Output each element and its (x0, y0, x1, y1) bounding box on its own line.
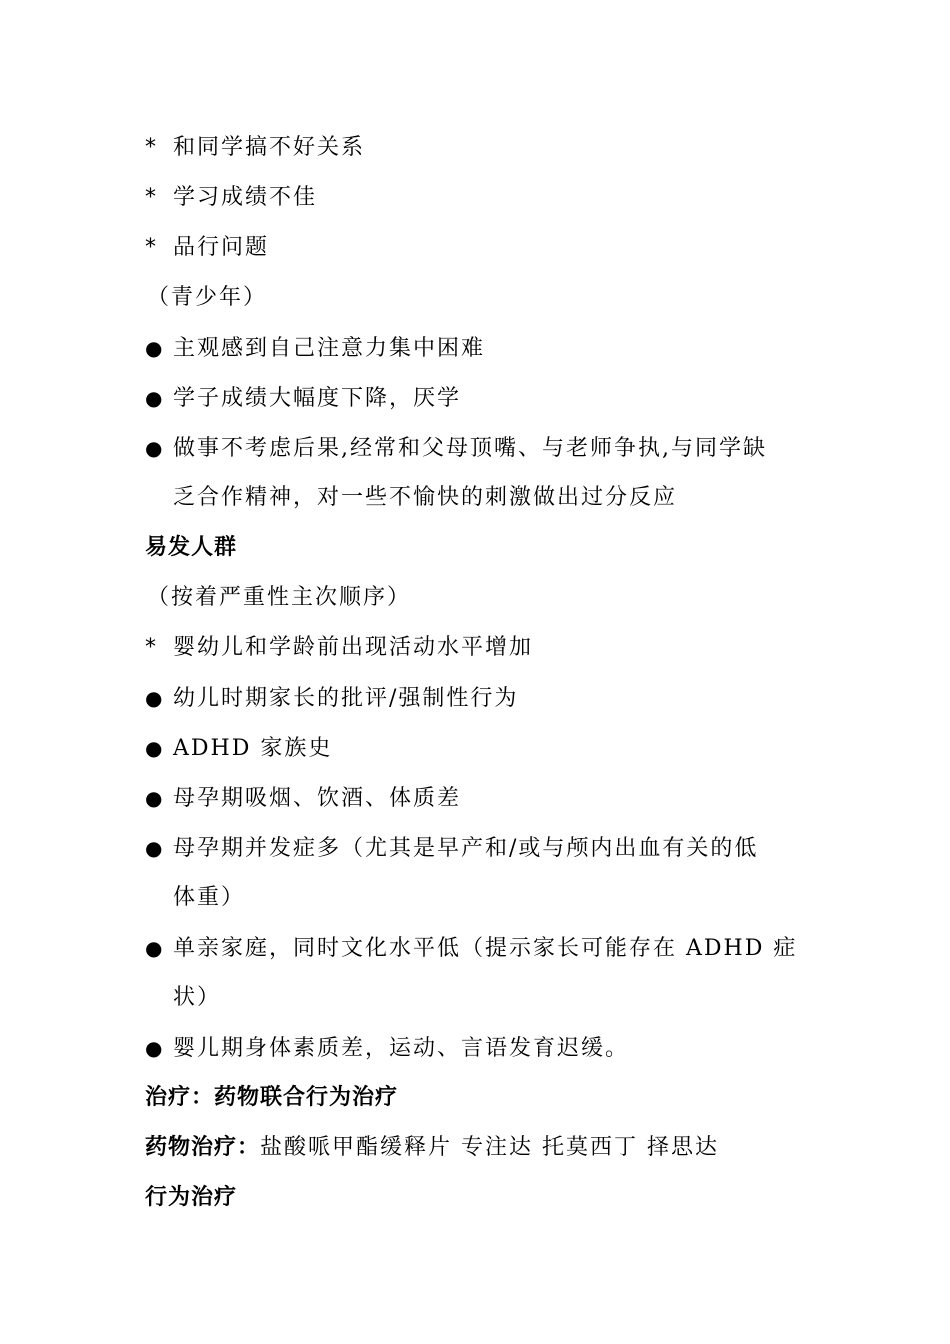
list-item-text: 婴儿期身体素质差，运动、言语发育迟缓。 (173, 1036, 630, 1061)
dot-bullet: ● (145, 1036, 165, 1060)
list-item (145, 723, 813, 773)
list-item (145, 373, 813, 423)
list-item (145, 673, 813, 723)
list-item-continuation: 状） (173, 985, 222, 1010)
list-item-text: 婴幼儿和学龄前出现活动水平增加 (173, 635, 534, 660)
subgroup-label: （青少年） (147, 285, 268, 310)
dot-bullet: ● (145, 336, 165, 360)
list-item-continuation: 乏合作精神，对一些不愉快的刺激做出过分反应 (173, 485, 678, 510)
list-item-text: 幼儿时期家长的批评/强制性行为 (173, 686, 519, 711)
list-item (145, 423, 813, 473)
list-item (145, 923, 813, 973)
dot-bullet: ● (145, 786, 165, 810)
dot-bullet: ● (145, 736, 165, 760)
list-item (145, 123, 813, 173)
dot-bullet: ● (145, 836, 165, 860)
list-item (145, 623, 813, 673)
section-heading: 易发人群 (145, 535, 238, 560)
list-item-text: 单亲家庭，同时文化水平低（提示家长可能存在 ADHD 症 (173, 936, 798, 961)
list-item-continuation: 体重） (173, 885, 246, 910)
list-item-text: ADHD 家族史 (173, 736, 333, 761)
list-item (145, 323, 813, 373)
list-item (145, 773, 813, 823)
subgroup-label: （按着严重性主次顺序） (147, 585, 412, 610)
asterisk-bullet: * (145, 235, 158, 260)
list-item (145, 173, 813, 223)
list-item (145, 223, 813, 273)
list-item-text: 母孕期并发症多（尤其是早产和/或与颅内出血有关的低 (173, 836, 759, 861)
asterisk-bullet: * (145, 135, 158, 160)
asterisk-bullet: * (145, 185, 158, 210)
list-item-text: 学子成绩大幅度下降，厌学 (173, 386, 462, 411)
list-item (145, 1023, 813, 1073)
list-item-text: 学习成绩不佳 (173, 185, 318, 210)
list-item-text: 做事不考虑后果,经常和父母顶嘴、与老师争执,与同学缺 (173, 436, 767, 461)
list-item-text: 母孕期吸烟、饮酒、体质差 (173, 786, 462, 811)
dot-bullet: ● (145, 936, 165, 960)
dot-bullet: ● (145, 386, 165, 410)
drug-treatment-text: 盐酸哌甲酯缓释片 专注达 托莫西丁 择思达 (260, 1135, 719, 1160)
asterisk-bullet: * (145, 635, 158, 660)
section-heading: 行为治疗 (145, 1185, 238, 1210)
section-heading: 治疗：药物联合行为治疗 (145, 1085, 399, 1110)
dot-bullet: ● (145, 686, 165, 710)
drug-treatment-label: 药物治疗： (145, 1135, 261, 1160)
drug-treatment-line (145, 1123, 813, 1173)
list-item-text: 品行问题 (173, 235, 270, 260)
dot-bullet: ● (145, 436, 165, 460)
list-item-text: 和同学搞不好关系 (173, 135, 366, 160)
document-body (145, 123, 813, 1223)
list-item (145, 823, 813, 873)
list-item-text: 主观感到自己注意力集中困难 (173, 336, 486, 361)
